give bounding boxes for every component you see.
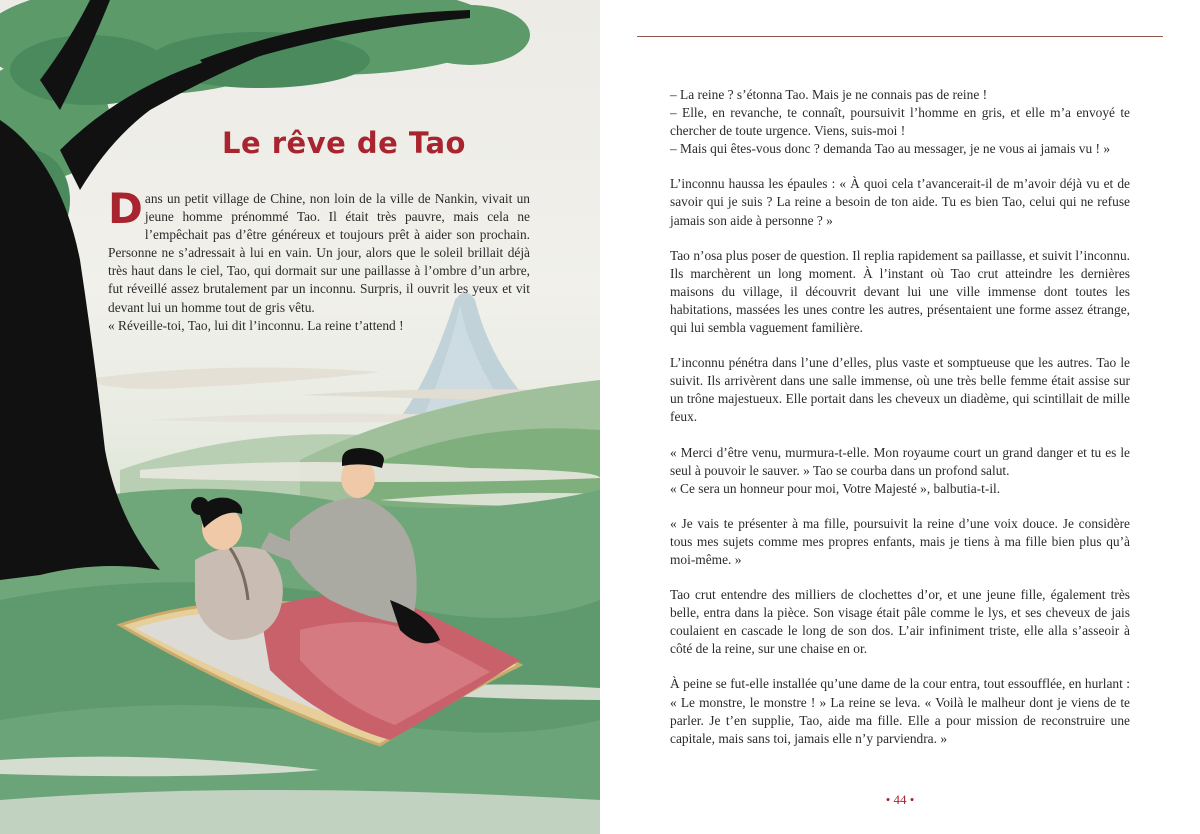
body-paragraph: À peine se fut-elle installée qu’une dame de la cour entra, tout essoufflée, en hurlant : « Le monstre, le monstre ! » La reine se leva. « Voilà le malheur dont je viens de te parler. Je t’en supplie, Tao, aide ma fille. Elle a pour mission de reconstruire une capitale, mais sans toi, jamais elle n’y parviendra. » [670,676,1130,746]
cloud-streak [80,368,380,390]
intro-paragraph-2: « Réveille-toi, Tao, lui dit l’inconnu. La reine t’attend ! [108,317,404,333]
drop-cap: D [108,184,143,233]
header-rule [637,36,1163,37]
page-number: • 44 • [885,792,915,807]
body-paragraph: L’inconnu pénétra dans l’une d’elles, plus vaste et somptueuse que les autres. Tao le suivit. Ils arrivèrent dans une salle immense, où une très belle femme était assise sur un trône majestueux. Elle portait dans les cheveux un diadème, qui scintillait de mille feux. [670,355,1130,425]
body-text [670,86,1130,765]
intro-paragraph [108,184,530,317]
body-paragraph: Tao n’osa plus poser de question. Il replia rapidement sa paillasse, et suivit l’inconnu. Ils marchèrent un long moment. À l’instant où Tao crut atteindre les dernières maisons du village, il découvrit devant lui une ville immense dont toutes les habitations, massées les unes contre les autres, présentaient une forme assez étrange, qui lui sembla vaguement familière. [670,247,1130,336]
intro-paragraph-text: ans un petit village de Chine, non loin de la ville de Nankin, vivait un jeune homme prénommé Tao. Il était très pauvre, mais cela ne l’empêchait pas d’être généreux et toujours prêt à aider son prochain. Personne ne s’adressait à lui en vain. Un jour, alors que le soleil brillait déjà très haut dans le ciel, Tao, qui dormait sur une paillasse à l’ombre d’un arbre, fut réveillé assez brutalement par un inconnu. Surpris, il ouvrit les yeux et vit devant lui un homme tout de gris vêtu. [108,191,530,315]
dialogue-line: – Elle, en revanche, te connaît, poursuivit l’homme en gris, et elle m’a envoyé te chercher de toute urgence. Viens, suis-moi ! [670,105,1130,139]
right-page [600,0,1200,834]
body-paragraph: « Je vais te présenter à ma fille, poursuivit la reine d’une voix douce. Je considère tous mes sujets comme mes propres enfants, mais je tiens à ma fille bien plus qu’à moi-même. » [670,515,1130,567]
body-paragraph: L’inconnu haussa les épaules : « À quoi cela t’avancerait-il de m’avoir déjà vu et de savoir qui je suis ? La reine a besoin de ton aide. Tu es bien Tao, celui qui ne refuse jamais son aide à personne ? » [670,176,1130,228]
body-paragraph: Tao crut entendre des milliers de clochettes d’or, et une jeune fille, également très belle, entra dans la pièce. Son visage était pâle comme le lys, et ses cheveux de jais coulaient en cascade le long de son dos. L’air infiniment triste, elle alla s’asseoir à côté de la reine, sur une chaise en or. [670,587,1130,657]
story-title: Le rêve de Tao [222,126,466,160]
body-paragraph: « Merci d’être venu, murmura-t-elle. Mon royaume court un grand danger et tu es le seul à pouvoir le sauver. » Tao se courba dans un profond salut. [670,444,1130,478]
body-paragraph: « Ce sera un honneur pour moi, Votre Majesté », balbutia-t-il. [670,480,1001,496]
dialogue-line: – La reine ? s’étonna Tao. Mais je ne connais pas de reine ! [670,87,988,102]
dialogue-line: – Mais qui êtes-vous donc ? demanda Tao au messager, je ne vous ai jamais vu ! » [670,141,1111,157]
intro-text [108,184,530,335]
